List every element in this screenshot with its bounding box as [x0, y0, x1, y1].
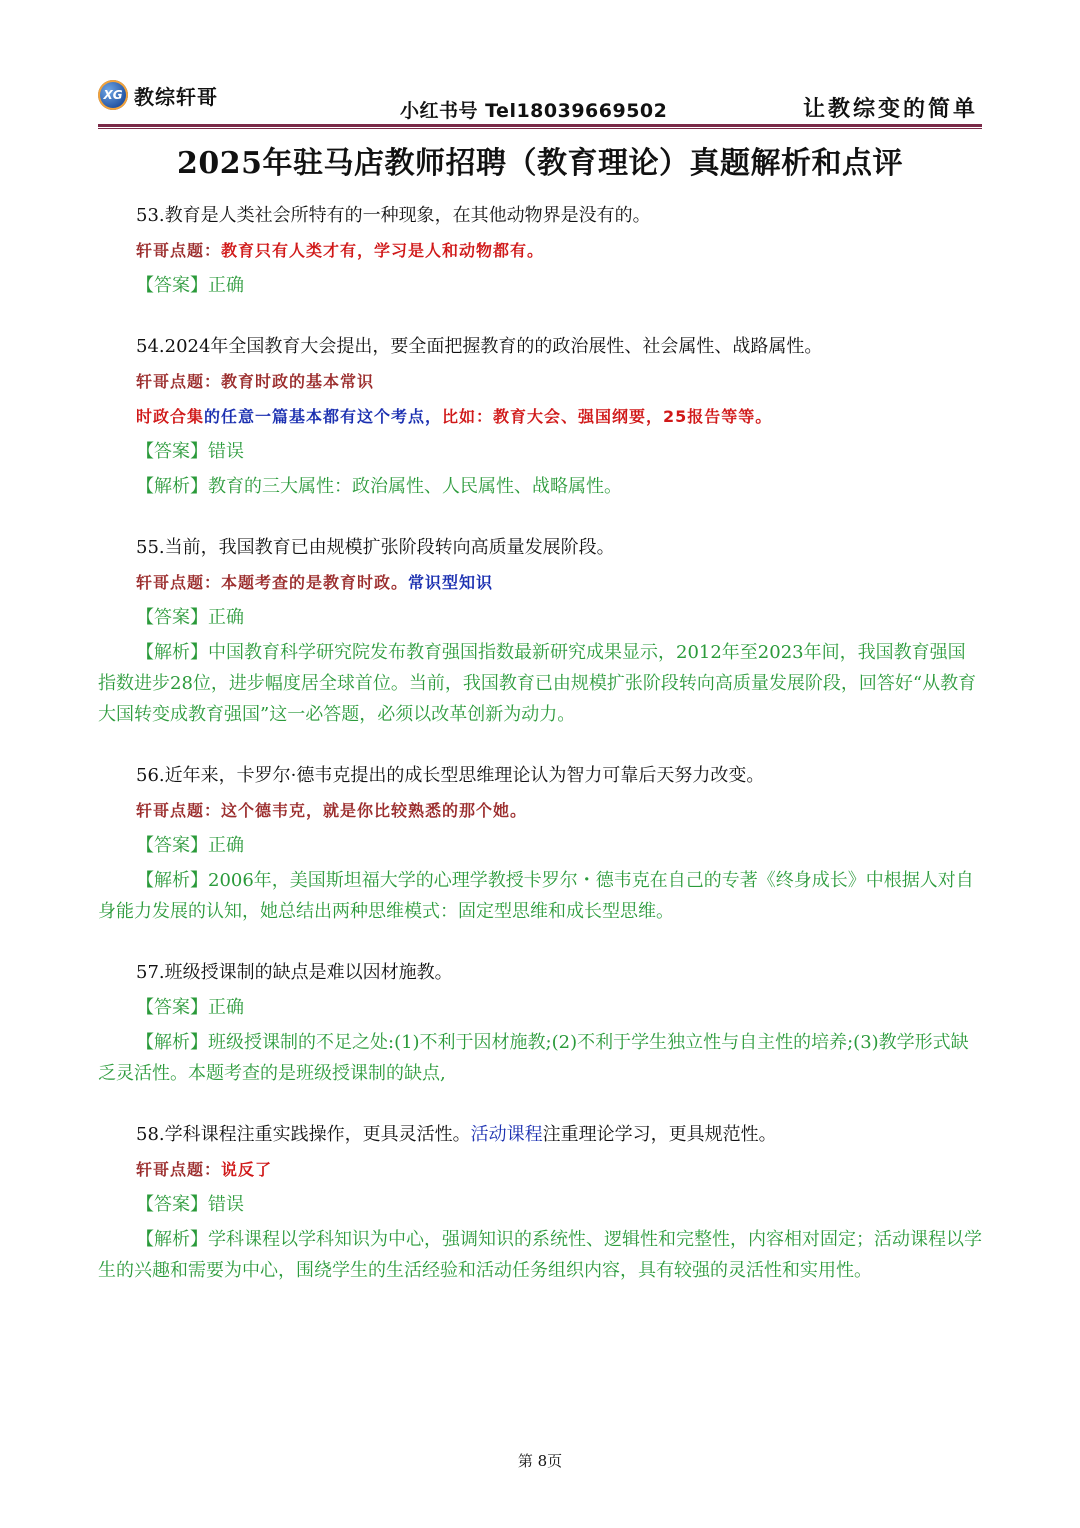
page-title: 2025年驻马店教师招聘（教育理论）真题解析和点评	[177, 146, 903, 181]
hint-line	[98, 366, 982, 397]
question-55	[98, 532, 982, 730]
question-text: 56.近年来，卡罗尔·德韦克提出的成长型思维理论认为智力可靠后天努力改变。	[136, 765, 765, 786]
answer: 【答案】正确	[136, 275, 244, 296]
hint-extra-b: 的任意一篇基本都有这个考点，	[204, 407, 443, 426]
header-divider	[98, 124, 982, 127]
hint-text: 教育时政的基本常识	[221, 372, 375, 391]
hint-line	[98, 567, 982, 598]
question-54	[98, 331, 982, 502]
analysis: 【解析】学科课程以学科知识为中心，强调知识的系统性、逻辑性和完整性，内容相对固定；活动课程以学生的兴趣和需要为中心，围绕学生的生活经验和活动任务组织内容，具有较强的灵活性和实用性。	[98, 1229, 982, 1281]
question-text	[98, 1119, 982, 1150]
hint-text: 本题考查的是教育时政。	[221, 573, 409, 592]
analysis: 【解析】班级授课制的不足之处:(1)不利于因材施教;(2)不利于学生独立性与自主性的培养;(3)教学形式缺乏灵活性。本题考查的是班级授课制的缺点,	[98, 1032, 969, 1084]
answer: 【答案】正确	[136, 835, 244, 856]
contact-info: 小红书号 Tel18039669502	[400, 100, 668, 122]
analysis-line	[98, 471, 982, 502]
hint-text: 教育只有人类才有，学习是人和动物都有。	[221, 241, 545, 260]
question-56	[98, 760, 982, 927]
answer: 【答案】正确	[136, 607, 244, 628]
hint-label: 轩哥点题：	[136, 1160, 222, 1179]
question-text-c: 注重理论学习，更具规范性。	[542, 1124, 777, 1145]
answer: 【答案】正确	[136, 997, 244, 1018]
analysis: 【解析】中国教育科学研究院发布教育强国指数最新研究成果显示，2012年至2023年间，我国教育强国指数进步28位，进步幅度居全球首位。当前，我国教育已由规模扩张阶段转向高质量发展阶段，回答好“从教育大国转变成教育强国”这一必答题，必须以改革创新为动力。	[98, 642, 977, 725]
hint-extra-c: 比如：教育大会、强国纲要，25报告等等。	[442, 407, 773, 426]
header-divider-thin	[98, 128, 982, 129]
hint-line	[98, 1154, 982, 1185]
hint-text: 这个德韦克，就是你比较熟悉的那个她。	[221, 801, 528, 820]
page-number: 第 8页	[517, 1452, 563, 1470]
question-text: 53.教育是人类社会所特有的一种现象，在其他动物界是没有的。	[136, 205, 651, 226]
hint-extra-line	[98, 401, 982, 432]
analysis-text: 教育的三大属性：政治属性、人民属性、战略属性。	[208, 476, 622, 497]
question-53	[98, 200, 982, 301]
question-57	[98, 957, 982, 1089]
brand-logo	[98, 80, 218, 110]
logo-badge-icon: XG	[98, 80, 128, 110]
hint-extra-a: 时政合集	[136, 407, 205, 426]
question-text: 55.当前，我国教育已由规模扩张阶段转向高质量发展阶段。	[136, 537, 615, 558]
hint-label: 轩哥点题：	[136, 241, 222, 260]
question-text: 57.班级授课制的缺点是难以因材施教。	[136, 962, 453, 983]
hint-line	[98, 795, 982, 826]
hint-extra: 常识型知识	[408, 573, 494, 592]
analysis: 【解析】2006年，美国斯坦福大学的心理学教授卡罗尔・德韦克在自己的专著《终身成长》中根据人对自身能力发展的认知，她总结出两种思维模式：固定型思维和成长型思维。	[98, 870, 974, 922]
page-header	[98, 76, 982, 128]
question-58	[98, 1119, 982, 1286]
hint-text: 说反了	[221, 1160, 273, 1179]
answer: 【答案】错误	[136, 1194, 244, 1215]
document-body	[98, 200, 982, 1316]
question-text-highlight: 活动课程	[470, 1124, 543, 1145]
question-text-a: 58.学科课程注重实践操作，更具灵活性。	[136, 1124, 471, 1145]
hint-line	[98, 235, 982, 266]
hint-label: 轩哥点题：	[136, 801, 222, 820]
slogan: 让教综变的简单	[802, 97, 978, 122]
logo-text: 教综轩哥	[134, 84, 218, 109]
answer: 【答案】错误	[136, 441, 244, 462]
hint-label: 轩哥点题：	[136, 372, 222, 391]
hint-label: 轩哥点题：	[136, 573, 222, 592]
analysis-label: 【解析】	[136, 476, 208, 497]
question-text: 54.2024年全国教育大会提出，要全面把握教育的的政治展性、社会属性、战路属性。	[136, 336, 823, 357]
